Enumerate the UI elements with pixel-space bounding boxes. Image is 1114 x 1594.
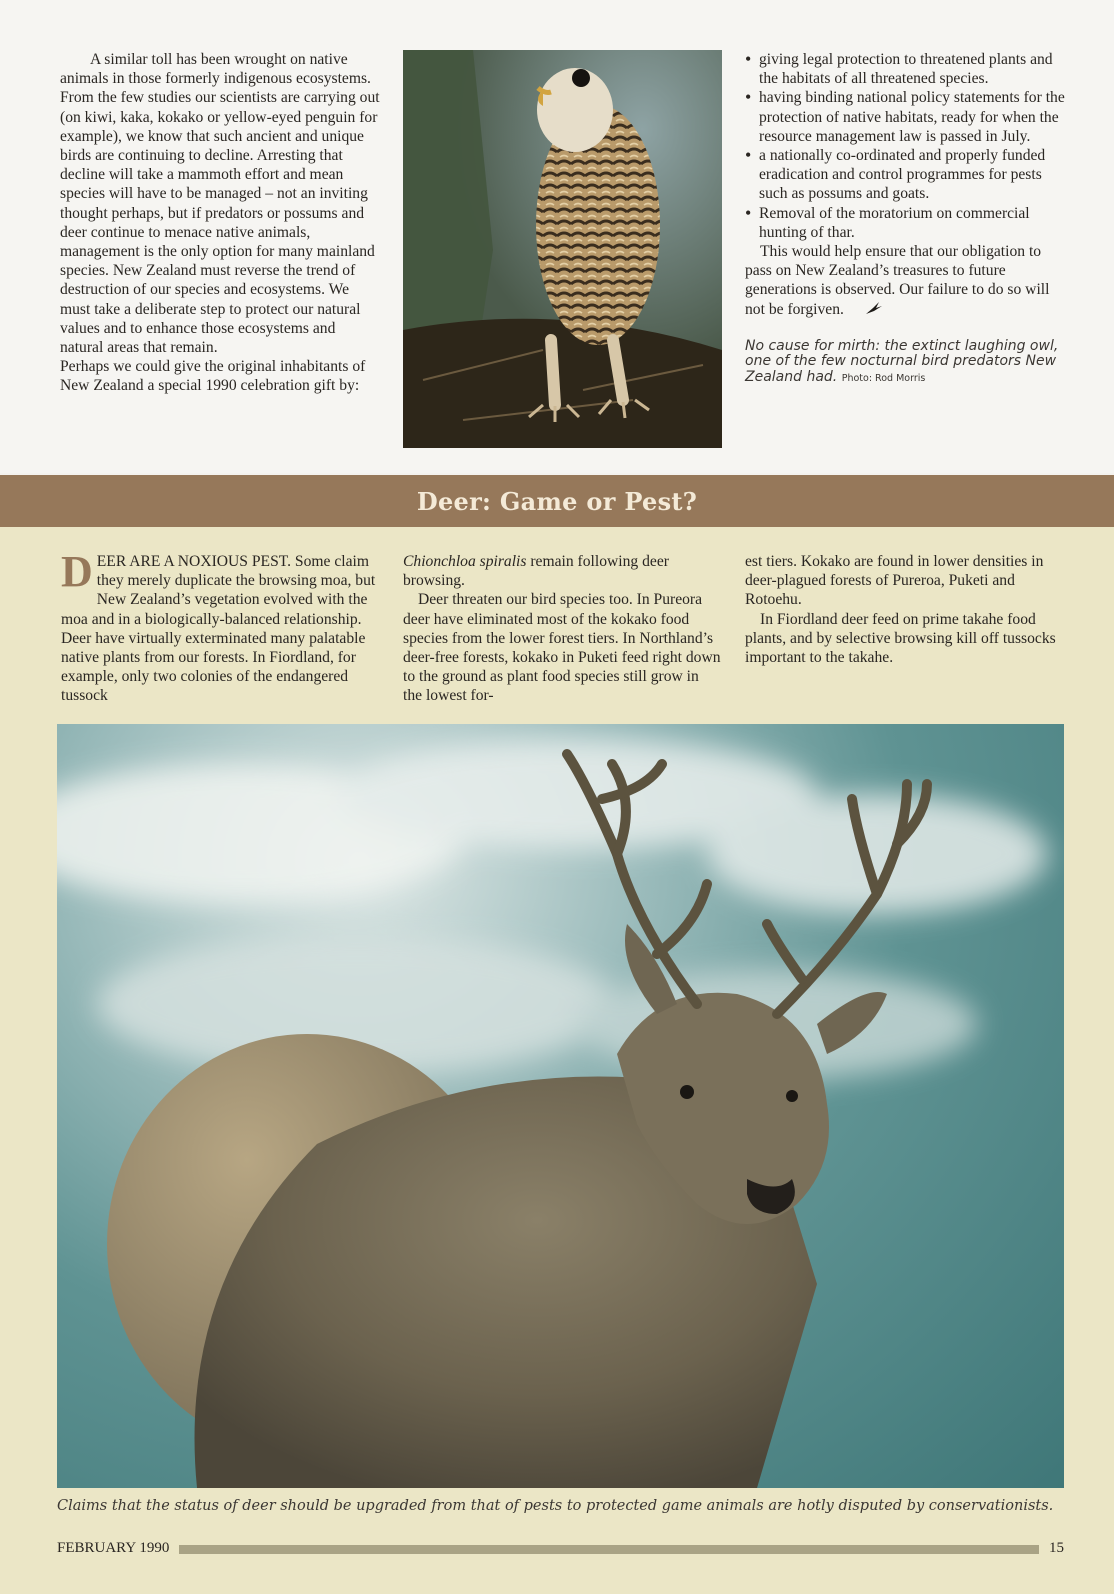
article-paragraph: est tiers. Kokako are found in lower densities in deer-plagued forests of Pureroa, Puketi and Rotoehu. — [745, 553, 1044, 609]
laughing-owl-photo — [403, 50, 722, 448]
section-title: Deer: Game or Pest? — [416, 486, 698, 516]
list-item: • a nationally co-ordinated and properly funded eradication and control programmes for pests such as possums and goats. — [745, 146, 1065, 204]
gift-list — [745, 50, 1065, 242]
article-text: Some claim they merely duplicate the browsing moa, but New Zealand’s vegetation evolved with the moa and in a biologically-balanced relationship. Deer have virtually exterminated many palatable native plants from our forests. In Fiordland, for example, only two colonies of the endangered tussock — [61, 553, 376, 705]
owl-caption — [745, 339, 1065, 387]
footer-rule — [179, 1545, 1039, 1554]
red-deer-stag-photo — [57, 724, 1064, 1488]
drop-cap: D — [61, 547, 93, 596]
list-item: • Removal of the moratorium on commercial hunting of thar. — [745, 204, 1065, 242]
article-column-2 — [403, 552, 721, 706]
article-paragraph: In Fiordland deer feed on prime takahe food plants, and by selective browsing kill off tussocks important to the takahe. — [745, 610, 1056, 667]
photo-credit: Photo: Rod Morris — [841, 372, 926, 384]
page-footer — [57, 1540, 1064, 1560]
list-item: • having binding national policy statements for the protection of native habitats, ready for when the resource management law is passed in July. — [745, 88, 1065, 146]
deer-illustration — [57, 724, 1064, 1488]
bird-end-mark-icon — [850, 300, 883, 321]
article-paragraph: Deer threaten our bird species too. In Pureora deer have eliminated most of the kokako food species from the lower forest tiers. In Northland’s deer-free forests, kokako in Puketi feed right down to the ground as plant food species still grow in the lowest for- — [403, 591, 721, 705]
intro-paragraph: A similar toll has been wrought on native animals in those formerly indigenous ecosystems. From the few studies our scientists are carrying out (on kiwi, kaka, kokako or yellow-eyed penguin for example), we know that such ancient and unique birds are continuing to decline. Arresting that decline will take a mammoth effort and mean species will have to be managed – not an inviting thought perhaps, but if predators or possums and deer continue to menace native animals, management is the only option for many mainland species. New Zealand must reverse the trend of destruction of our species and ecosystems. We must take a deliberate step to protect our natural values and to enhance those ecosystems and natural areas that remain. — [60, 51, 380, 357]
closing-text: This would help ensure that our obligation to pass on New Zealand’s treasures to future generations is observed. Our failure to do so will not be forgiven. — [745, 243, 1050, 318]
issue-date: FEBRUARY 1990 — [57, 1540, 170, 1556]
page-number: 15 — [1049, 1540, 1064, 1556]
article-paragraph — [403, 552, 721, 590]
gift-paragraph: Perhaps we could give the original inhabitants of New Zealand a special 1990 celebration gift by: — [60, 358, 366, 395]
article-column-1 — [61, 547, 376, 706]
article-column-3 — [745, 552, 1065, 667]
list-item: • giving legal protection to threatened plants and the habitats of all threatened species. — [745, 50, 1065, 88]
recommendations-column — [745, 50, 1065, 386]
owl-caption-text: No cause for mirth: the extinct laughing owl, one of the few nocturnal bird predators New Zealand had. — [745, 337, 1059, 385]
lead-in: EER ARE A NOXIOUS PEST. — [96, 553, 292, 570]
intro-column — [60, 50, 380, 396]
owl-illustration — [403, 50, 722, 448]
species-name: Chionchloa spiralis — [403, 553, 527, 570]
closing-paragraph — [745, 242, 1065, 321]
section-banner — [0, 475, 1114, 527]
article-paragraph — [61, 547, 376, 706]
article-text: remain following deer browsing. — [403, 553, 669, 590]
deer-caption: Claims that the status of deer should be upgraded from that of pests to protected game animals are hotly disputed by conservationists. — [57, 1498, 1054, 1514]
